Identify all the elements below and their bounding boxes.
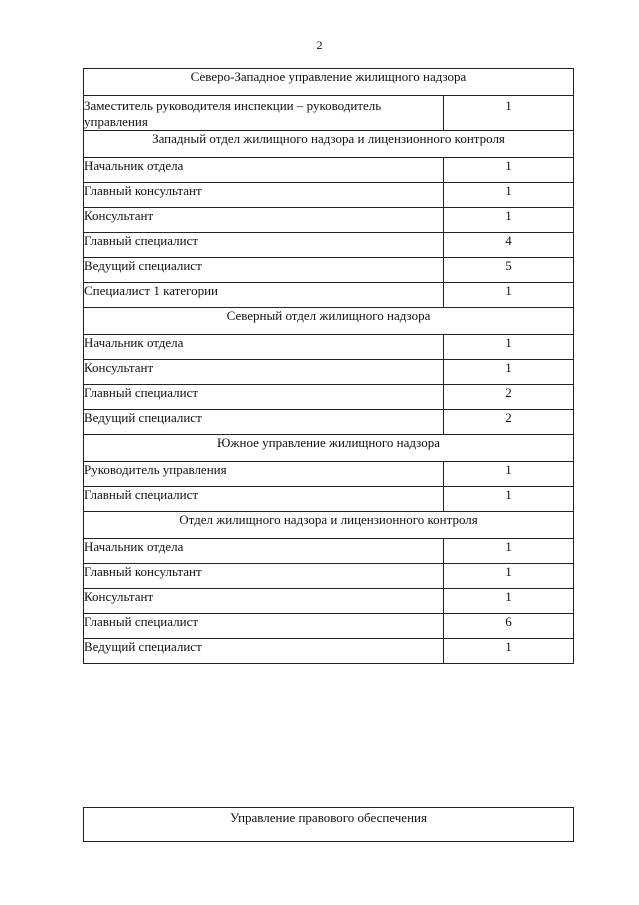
table-row (84, 564, 574, 589)
table-row (84, 258, 574, 283)
table-row (84, 96, 574, 131)
position-count: 1 (444, 564, 574, 589)
position-count: 1 (444, 158, 574, 183)
position-name: Главный специалист (84, 233, 444, 258)
table-row (84, 208, 574, 233)
section-title: Западный отдел жилищного надзора и лицензионного контроля (84, 131, 574, 158)
position-name: Главный специалист (84, 614, 444, 639)
section-header-row (84, 512, 574, 539)
position-count: 4 (444, 233, 574, 258)
position-count: 1 (444, 487, 574, 512)
section-title: Северо-Западное управление жилищного надзора (84, 69, 574, 96)
table-row (84, 589, 574, 614)
table-row (84, 158, 574, 183)
position-count: 1 (444, 360, 574, 385)
position-name: Главный консультант (84, 183, 444, 208)
table-row (84, 183, 574, 208)
table-row (84, 614, 574, 639)
table-row (84, 335, 574, 360)
section-title: Северный отдел жилищного надзора (84, 308, 574, 335)
section-header-row (84, 808, 574, 842)
position-name: Заместитель руководителя инспекции – руководитель управления (84, 96, 444, 131)
position-count: 1 (444, 208, 574, 233)
table-row (84, 462, 574, 487)
table-row (84, 283, 574, 308)
table-row (84, 385, 574, 410)
position-name: Начальник отдела (84, 335, 444, 360)
position-name: Специалист 1 категории (84, 283, 444, 308)
position-name: Начальник отдела (84, 158, 444, 183)
section-header-row (84, 308, 574, 335)
table-row (84, 410, 574, 435)
table-row (84, 539, 574, 564)
position-name: Ведущий специалист (84, 410, 444, 435)
page-number: 2 (316, 38, 323, 52)
position-name: Главный специалист (84, 487, 444, 512)
position-name: Консультант (84, 589, 444, 614)
table-row (84, 487, 574, 512)
position-count: 1 (444, 462, 574, 487)
section-title: Управление правового обеспечения (84, 808, 574, 842)
position-name: Ведущий специалист (84, 258, 444, 283)
section-header-row (84, 131, 574, 158)
position-name: Консультант (84, 208, 444, 233)
position-count: 1 (444, 539, 574, 564)
table-row (84, 639, 574, 664)
table-row (84, 360, 574, 385)
position-count: 6 (444, 614, 574, 639)
position-count: 1 (444, 639, 574, 664)
position-count: 5 (444, 258, 574, 283)
staffing-table (83, 68, 574, 664)
position-name: Главный консультант (84, 564, 444, 589)
table-row (84, 233, 574, 258)
position-count: 1 (444, 283, 574, 308)
section-header-row (84, 69, 574, 96)
legal-section-table (83, 807, 574, 842)
section-header-row (84, 435, 574, 462)
position-count: 2 (444, 410, 574, 435)
position-name: Главный специалист (84, 385, 444, 410)
section-title: Отдел жилищного надзора и лицензионного контроля (84, 512, 574, 539)
position-count: 1 (444, 335, 574, 360)
position-name: Руководитель управления (84, 462, 444, 487)
position-name: Консультант (84, 360, 444, 385)
section-title: Южное управление жилищного надзора (84, 435, 574, 462)
position-count: 2 (444, 385, 574, 410)
position-count: 1 (444, 183, 574, 208)
position-name: Начальник отдела (84, 539, 444, 564)
position-count: 1 (444, 96, 574, 131)
position-count: 1 (444, 589, 574, 614)
position-name: Ведущий специалист (84, 639, 444, 664)
